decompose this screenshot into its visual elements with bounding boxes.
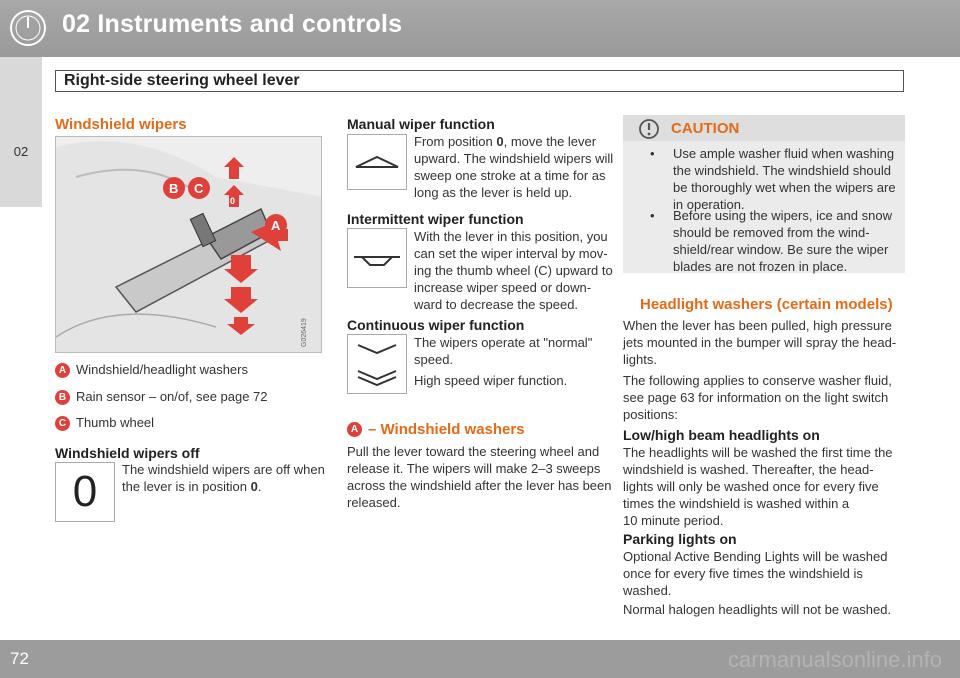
washers-text-1: Pull the lever toward the steering wheel and [347,444,600,459]
legend-item-a [55,362,248,378]
legend-item-b [55,389,268,405]
headlight-text-3: lights. [623,352,657,367]
lowhigh-text-3: lights will only be washed once for every five [623,479,879,494]
figure-code: G026419 [301,318,308,347]
caution-1-line-3: be thoroughly wet when the wipers are [673,180,896,195]
off-text-end: . [257,479,262,494]
manual-symbol [347,134,407,190]
manual-text-1a: From position [414,134,497,149]
badge-a: A [55,363,70,378]
lever-illustration [55,136,322,353]
caution-1-line-4: in operation. [673,197,745,212]
lowhigh-text-1: The headlights will be washed the first time the [623,445,893,460]
speed-icon [348,335,406,393]
page-number: 72 [10,649,29,668]
section-title: Right-side steering wheel lever [64,72,300,89]
badge-washers: A [347,422,362,437]
interval-icon [348,229,406,287]
manual-wiper-heading: Manual wiper function [347,116,495,132]
lever-drawing [56,137,322,353]
intermittent-text-1: With the lever in this position, you [414,229,608,244]
parking-text-1: Optional Active Bending Lights will be washed [623,549,888,564]
single-stroke-icon [348,135,406,189]
figure-label-a: A [271,218,281,233]
caution-2-line-2: should be removed from the wind- [673,225,870,240]
caution-icon [638,118,660,140]
manual-text-2: upward. The windshield wipers will [414,151,614,166]
wipers-off-heading: Windshield wipers off [55,445,200,461]
wipers-off-text-1: The windshield wipers are off when [122,462,325,477]
lowhigh-text-5: 10 minute period. [623,513,724,528]
headlight-text-1: When the lever has been pulled, high pressure [623,318,892,333]
washers-heading-row [347,421,525,439]
caution-1-line-1: Use ample washer fluid when washing [673,146,895,161]
caution-2-line-4: blades are not frozen in place. [673,259,848,274]
manual-text-1c: , move the lever [503,134,597,149]
halogen-text: Normal halogen headlights will not be washed. [623,602,892,617]
legend-item-c [55,415,154,431]
caution-header [623,115,905,141]
figure-label-zero: 0 [230,196,236,206]
continuous-symbol [347,334,407,394]
washers-text-2: release it. The wipers will make 2–3 sweeps [347,461,601,476]
badge-b: B [55,390,70,405]
caution-bullet-dot-1: • [650,146,655,161]
continuous-text-2: speed. [414,352,454,367]
following-text-1: The following applies to conserve washer fluid, [623,373,892,388]
lowhigh-text-4: times the windshield is washed within a [623,496,850,511]
intermittent-text-4: increase wiper speed or down- [414,280,592,295]
continuous-text-1: The wipers operate at "normal" [414,335,593,350]
caution-2-line-1: Before using the wipers, ice and snow [673,208,892,223]
lowhigh-heading: Low/high beam headlights on [623,427,820,443]
headlight-washers-heading: Headlight washers (certain models) [640,296,893,313]
chapter-tab-label: 02 [13,144,29,159]
caution-1-line-2: the windshield. The windshield should [673,163,892,178]
washers-heading: – Windshield washers [368,421,525,438]
manual-text-1 [414,133,596,150]
manual-text-4: long as the lever is held up. [414,185,573,200]
headlight-text-2: jets mounted in the bumper will spray the head- [623,335,897,350]
legend-text-a: Windshield/headlight washers [76,362,248,377]
off-text-part: the lever is in position [122,479,251,494]
intermittent-text-2: can set the wiper interval by mov- [414,246,608,261]
chapter-side-tab [0,57,42,207]
wipers-off-text-2 [122,478,261,495]
intermittent-heading: Intermittent wiper function [347,211,524,227]
figure-label-c: C [194,181,204,196]
section-title-box [55,70,904,92]
chapter-title: 02 Instruments and controls [62,10,403,38]
intermittent-symbol [347,228,407,288]
caution-box [623,115,905,273]
following-text-3: positions: [623,407,678,422]
washers-text-3: across the windshield after the lever has been [347,478,612,493]
off-text-bold: 0 [250,479,258,494]
following-text-2: see page 63 for information on the light switch [623,390,889,405]
intermittent-text-5: ward to decrease the speed. [414,297,579,312]
legend-text-b: Rain sensor – on/of, see page 72 [76,389,268,404]
caution-bullet-dot-2: • [650,208,655,223]
manual-text-3: sweep one stroke at a time for as [414,168,606,183]
gauge-icon [8,8,48,48]
wipers-off-symbol [55,462,115,522]
off-symbol-zero: 0 [72,467,98,516]
legend-text-c: Thumb wheel [76,415,155,430]
windshield-wipers-heading: Windshield wipers [55,116,187,133]
parking-text-3: washed. [623,583,672,598]
parking-heading: Parking lights on [623,531,737,547]
figure-label-b: B [169,181,179,196]
intermittent-text-3: ing the thumb wheel (C) upward to [414,263,613,278]
caution-2-line-3: shield/rear window. Be sure the wiper [673,242,889,257]
lowhigh-text-2: windshield is washed. Thereafter, the head- [623,462,874,477]
watermark: carmanualsonline.info [727,647,942,672]
continuous-heading: Continuous wiper function [347,317,525,333]
manual-text-1b: 0 [496,134,504,149]
parking-text-2: once for every five times the windshield is [623,566,863,581]
badge-c: C [55,416,70,431]
washers-text-4: released. [347,495,401,510]
caution-title: CAUTION [671,120,740,137]
high-speed-text: High speed wiper function. [414,373,568,388]
